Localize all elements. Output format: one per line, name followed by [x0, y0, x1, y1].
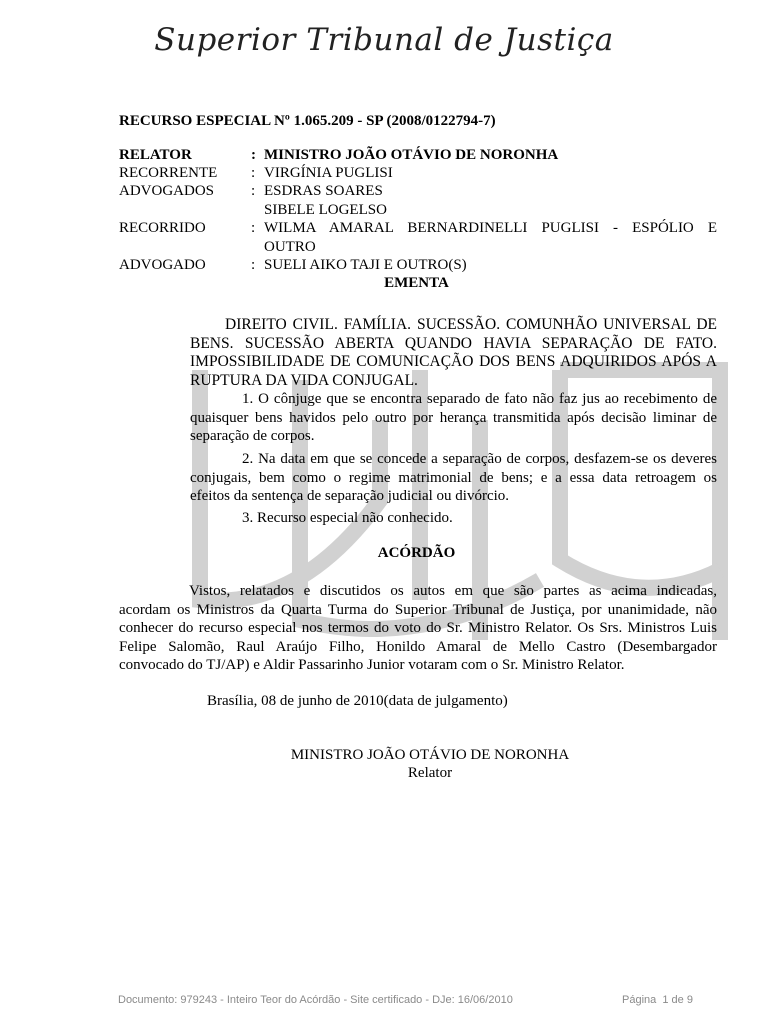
ementa-item-line: separação de corpos.: [190, 428, 315, 444]
ementa-item-line: 3. Recurso especial não conhecido.: [242, 510, 453, 526]
party-row-advogados: [119, 182, 719, 220]
court-logo-wordmark: Superior Tribunal de Justiça: [154, 22, 614, 58]
ementa-item-line: quaisquer bens havidos pelo outro por herança transmitida após decisão liminar de: [190, 409, 717, 426]
party-value: MINISTRO JOÃO OTÁVIO DE NORONHA: [264, 147, 559, 163]
party-row-recorrido: [119, 219, 719, 257]
ementa-title: EMENTA: [384, 275, 449, 291]
ementa-item-line: 2. Na data em que se concede a separação de corpos, desfazem-se os deveres: [242, 451, 717, 467]
party-label: ADVOGADO: [119, 257, 206, 273]
party-colon: :: [251, 147, 256, 163]
party-row-recorrente: [119, 164, 719, 183]
acordao-line: Vistos, relatados e discutidos os autos em que são partes as acima indicadas,: [189, 583, 717, 599]
ementa-item-2: [190, 450, 717, 506]
ementa-item-line: conjugais, bem como o regime matrimonial de bens; e a essa data retroagem os: [190, 469, 717, 486]
place-date: Brasília, 08 de junho de 2010(data de julgamento): [207, 693, 508, 709]
party-colon: :: [251, 220, 256, 236]
party-label: RECORRENTE: [119, 165, 218, 181]
acordao-line: convocado do TJ/AP) e Aldir Passarinho Junior votaram com o Sr. Ministro Relator.: [119, 657, 625, 673]
footer-page-info: Página 1 de 9: [622, 994, 693, 1006]
acordao-body: [119, 582, 717, 675]
ementa-summary-line: BENS. SUCESSÃO ABERTA QUANDO HAVIA SEPARAÇÃO DE FATO.: [190, 334, 717, 352]
footer-document-info: Documento: 979243 - Inteiro Teor do Acórdão - Site certificado - DJe: 16/06/2010: [118, 994, 513, 1006]
case-title: RECURSO ESPECIAL Nº 1.065.209 - SP (2008/0122794-7): [119, 113, 496, 129]
party-value: SIBELE LOGELSO: [264, 201, 387, 218]
acordao-line: acordam os Ministros da Quarta Turma do Superior Tribunal de Justiça, por unanimidade, não: [119, 601, 717, 618]
signature-name: MINISTRO JOÃO OTÁVIO DE NORONHA: [290, 747, 570, 763]
party-colon: :: [251, 257, 256, 273]
party-colon: :: [251, 165, 256, 181]
party-label: RELATOR: [119, 147, 192, 163]
ementa-item-line: 1. O cônjuge que se encontra separado de fato não faz jus ao recebimento de: [242, 391, 717, 407]
acordao-line: Felipe Salomão, Raul Araújo Filho, Honildo Amaral de Mello Castro (Desembargador: [119, 638, 717, 655]
ementa-item-3: [190, 509, 717, 528]
ementa-item-1: [190, 390, 717, 446]
ementa-summary-line: RUPTURA DA VIDA CONJUGAL.: [190, 371, 418, 389]
party-label: RECORRIDO: [119, 220, 206, 236]
party-colon: :: [251, 183, 256, 199]
party-value: VIRGÍNIA PUGLISI: [264, 165, 393, 181]
acordao-line: conhecer do recurso especial nos termos do voto do Sr. Ministro Relator. Os Srs. Ministros Luis: [119, 620, 717, 636]
acordao-title: ACÓRDÃO: [377, 545, 456, 561]
party-row-relator: [119, 146, 719, 165]
ementa-summary: [190, 316, 717, 390]
party-value: WILMA AMARAL BERNARDINELLI PUGLISI - ESPÓLIO E: [264, 220, 717, 236]
party-value: ESDRAS SOARES: [264, 183, 383, 199]
ementa-item-line: efeitos da sentença de separação judicial ou divórcio.: [190, 488, 510, 504]
signature-role: Relator: [407, 765, 453, 781]
ementa-summary-line: DIREITO CIVIL. FAMÍLIA. SUCESSÃO. COMUNHÃO UNIVERSAL DE: [225, 316, 717, 333]
party-value: SUELI AIKO TAJI E OUTRO(S): [264, 257, 467, 273]
party-value: OUTRO: [264, 238, 316, 255]
ementa-summary-line: IMPOSSIBILIDADE DE COMUNICAÇÃO DOS BENS ADQUIRIDOS APÓS A: [190, 353, 717, 370]
party-label: ADVOGADOS: [119, 183, 215, 199]
party-row-advogado: [119, 256, 719, 275]
